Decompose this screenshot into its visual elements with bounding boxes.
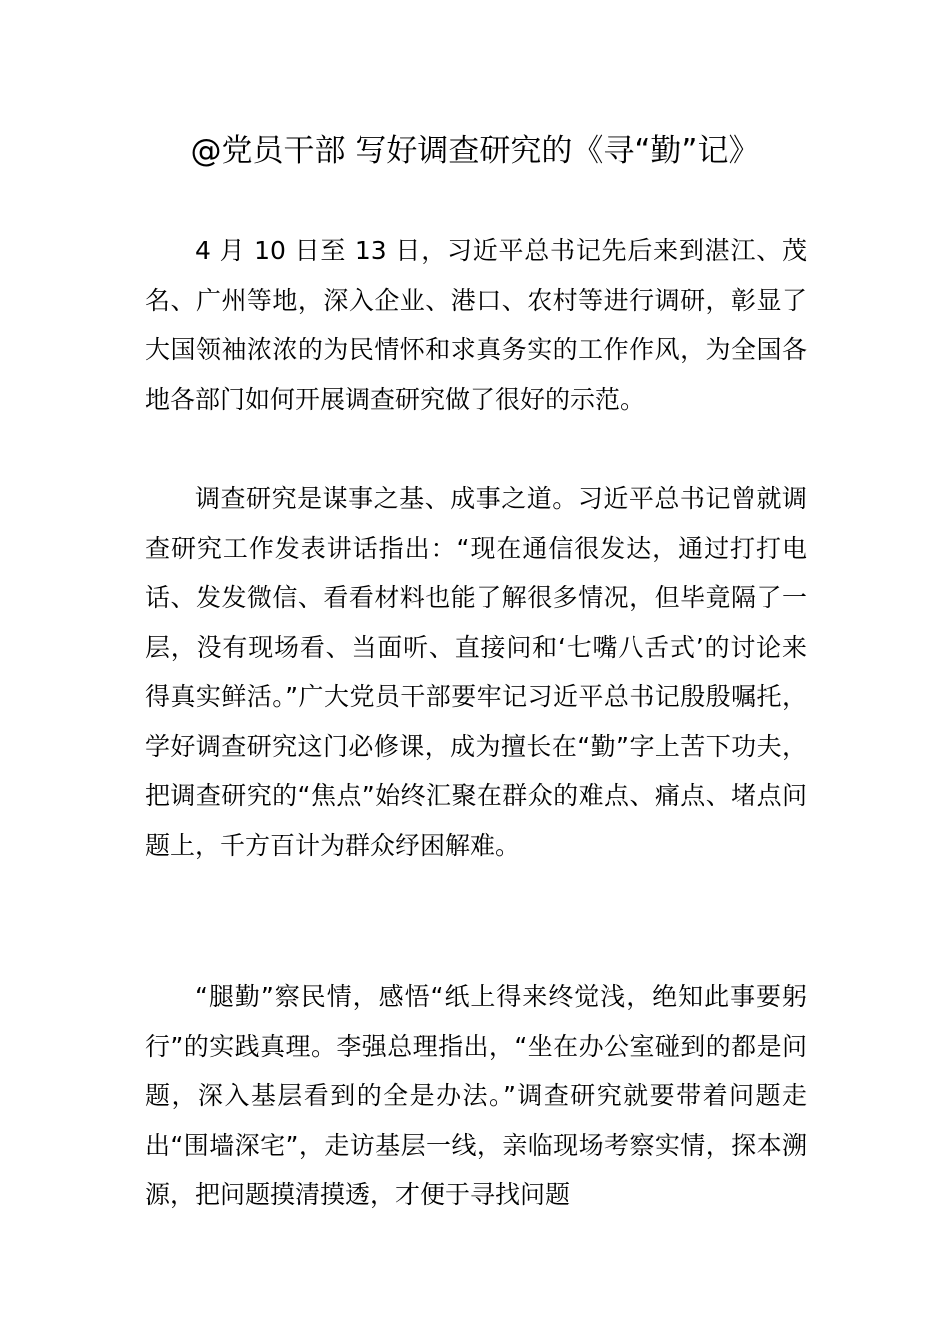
document-title: @党员干部 写好调查研究的《寻“勤”记》 xyxy=(190,133,760,169)
paragraph-1: 4 月 10 日至 13 日，习近平总书记先后来到湛江、茂名、广州等地，深入企业、港口、农村等进行调研，彰显了大国领袖浓浓的为民情怀和求真务实的工作作风，为全国各地各部门如何开展调查研究做了很好的示范。 xyxy=(145,236,807,414)
paragraph-2: 调查研究是谋事之基、成事之道。习近平总书记曾就调查研究工作发表讲话指出：“现在通信很发达，通过打打电话、发发微信、看看材料也能了解很多情况，但毕竟隔了一层，没有现场看、当面听、直接问和‘七嘴八舌式’的讨论来得真实鲜活。”广大党员干部要牢记习近平总书记殷殷嘱托，学好调查研究这门必修课，成为擅长在“勤”字上苦下功夫，把调查研究的“焦点”始终汇聚在群众的难点、痛点、堵点问题上，千方百计为群众纾困解难。 xyxy=(145,484,807,860)
paragraph-3: “腿勤”察民情，感悟“纸上得来终觉浅，绝知此事要躬行”的实践真理。李强总理指出，“坐在办公室碰到的都是问题，深入基层看到的全是办法。”调查研究就要带着问题走出“围墙深宅”，走访基层一线，亲临现场考察实情，探本溯源，把问题摸清摸透，才便于寻找问题 xyxy=(145,982,807,1209)
